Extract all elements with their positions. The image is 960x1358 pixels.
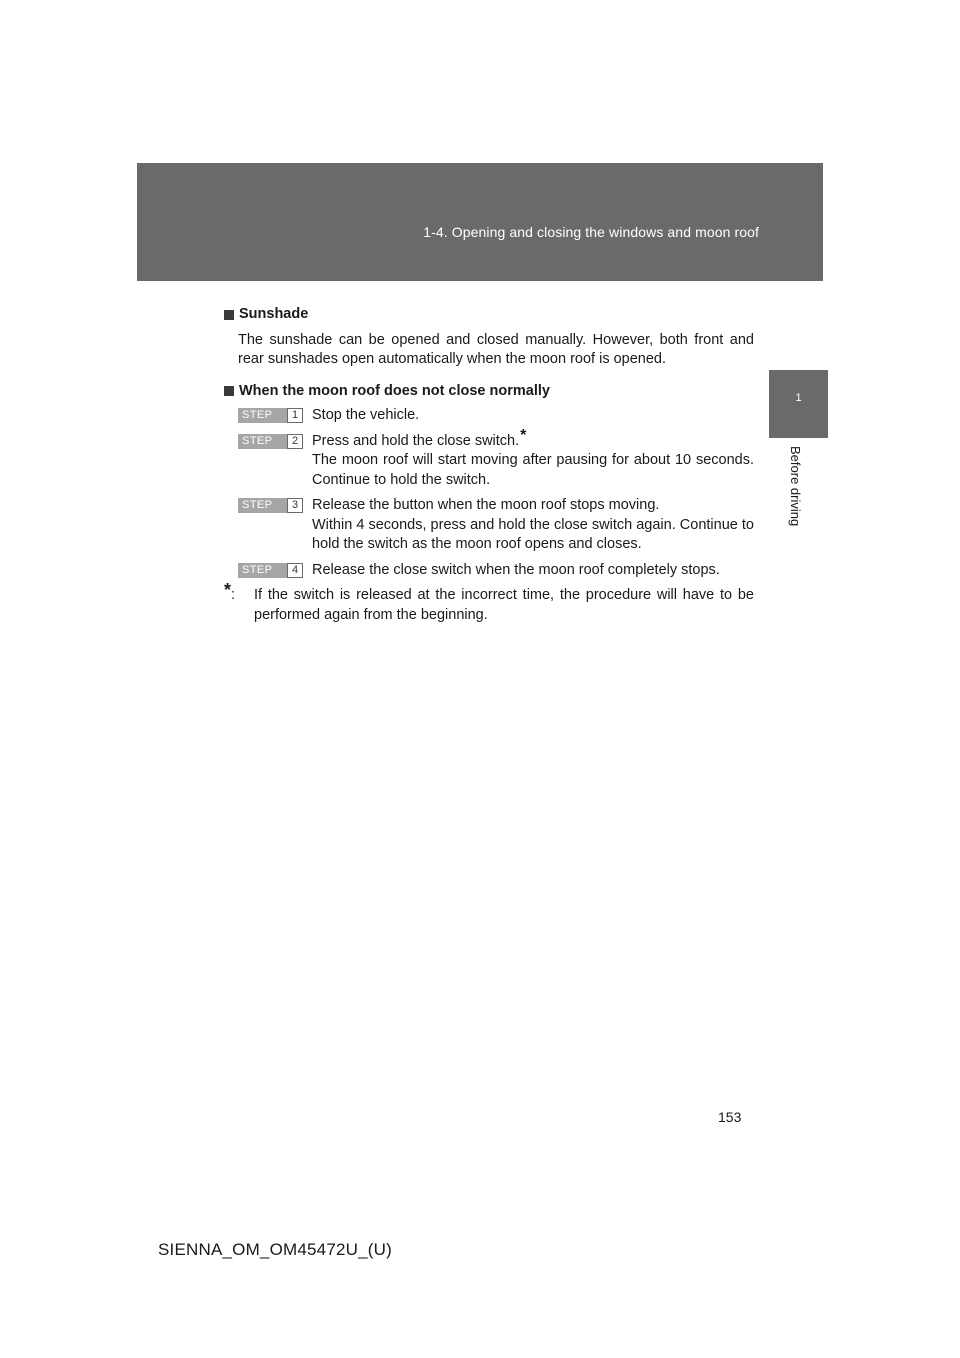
footnote <box>224 580 754 625</box>
step-badge: STEP 2 <box>238 434 303 449</box>
section-header-title: 1-4. Opening and closing the windows and moon roof <box>423 224 759 240</box>
step-text: Press and hold the close switch.* The moon roof will start moving after pausing for about 10 seconds. Continue to hold the switch. <box>312 426 754 488</box>
footnote-mark: *: <box>224 580 236 603</box>
section-title: Sunshade <box>224 305 754 325</box>
section-title: When the moon roof does not close normally <box>224 382 754 402</box>
page-content <box>224 305 754 637</box>
step-badge: STEP 3 <box>238 498 303 513</box>
step-badge: STEP 4 <box>238 563 303 578</box>
section-moon-roof-not-closing <box>224 382 754 626</box>
chapter-label: Before driving <box>788 446 803 527</box>
step-3 <box>224 496 754 555</box>
step-2 <box>224 426 754 491</box>
header-band <box>137 163 823 281</box>
step-text: Release the button when the moon roof stops moving. Within 4 seconds, press and hold the close switch again. Continue to hold the switch as the moon roof opens and closes. <box>312 497 754 552</box>
page-number: 153 <box>718 1109 742 1125</box>
step-list <box>224 406 754 580</box>
document-code: SIENNA_OM_OM45472U_(U) <box>158 1240 392 1259</box>
step-badge: STEP 1 <box>238 408 303 423</box>
chapter-tab <box>769 370 828 438</box>
step-text: Stop the vehicle. <box>312 407 420 423</box>
section-sunshade <box>224 305 754 370</box>
footnote-asterisk: * <box>520 426 527 444</box>
step-text: Release the close switch when the moon roof completely stops. <box>312 561 720 578</box>
step-1 <box>224 406 754 426</box>
footnote-text: If the switch is released at the incorrect time, the procedure will have to be performed again from the beginning. <box>254 587 754 623</box>
chapter-number: 1 <box>795 392 802 404</box>
section-body: The sunshade can be opened and closed manually. However, both front and rear sunshades open automatically when the moon roof is opened. <box>238 331 754 367</box>
square-bullet-icon <box>224 386 234 396</box>
step-4 <box>224 561 754 581</box>
square-bullet-icon <box>224 310 234 320</box>
